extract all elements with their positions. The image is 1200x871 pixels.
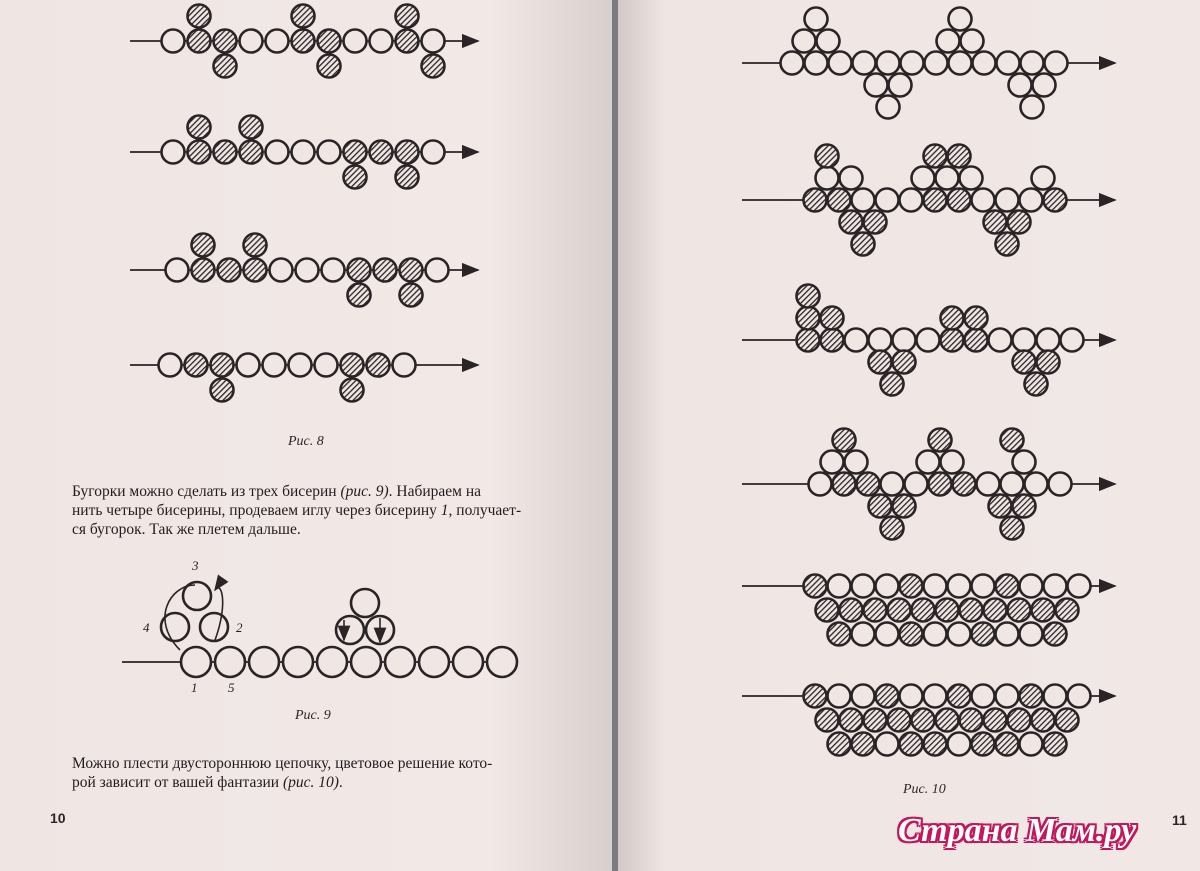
- bead-dark: [972, 733, 995, 756]
- paragraph-bumps: [72, 482, 580, 539]
- text-span: нить четыре бисерины, продеваем иглу через бисерину: [72, 502, 441, 519]
- bead-dark: [984, 599, 1007, 622]
- bead-light: [805, 52, 828, 75]
- bead-dark: [948, 189, 971, 212]
- bead-light: [876, 623, 899, 646]
- bead-dark: [936, 709, 959, 732]
- bead-light: [1021, 96, 1044, 119]
- bead-light: [996, 623, 1019, 646]
- bead-dark: [828, 189, 851, 212]
- bead-dark: [1032, 599, 1055, 622]
- bead-light: [1049, 473, 1072, 496]
- bead-light: [828, 685, 851, 708]
- bead-light: [852, 685, 875, 708]
- bead-dark: [888, 599, 911, 622]
- bead-dark: [1044, 733, 1067, 756]
- bead-light: [948, 733, 971, 756]
- bead-light: [793, 30, 816, 53]
- site-watermark-logo: Страна Мам.ру: [898, 812, 1137, 849]
- text-span: Бугорки можно сделать из трех бисерин: [72, 483, 341, 500]
- figure-10-caption: Рис. 10: [903, 782, 946, 797]
- bead-light: [925, 52, 948, 75]
- bead-light: [840, 167, 863, 190]
- bead-dark: [960, 709, 983, 732]
- bead-dark: [881, 373, 904, 396]
- page-number-left: 10: [50, 810, 66, 826]
- bead-dark: [953, 473, 976, 496]
- bead-dark: [869, 351, 892, 374]
- bead-light: [1009, 74, 1032, 97]
- step-label-4: 4: [143, 620, 150, 635]
- bead-dark: [797, 307, 820, 330]
- bead-light: [893, 329, 916, 352]
- bead-dark: [852, 233, 875, 256]
- bead-dark: [924, 733, 947, 756]
- bead-light: [961, 30, 984, 53]
- bead-dark: [857, 473, 880, 496]
- bead-dark: [864, 599, 887, 622]
- bead-dark: [1025, 373, 1048, 396]
- bead-light: [781, 52, 804, 75]
- bead-dark: [941, 329, 964, 352]
- bead-dark: [1056, 709, 1079, 732]
- figure-ref: (рис. 9): [340, 483, 389, 500]
- bead-light: [852, 575, 875, 598]
- bead-light: [1044, 575, 1067, 598]
- bead-dark: [996, 575, 1019, 598]
- bead-dark: [965, 329, 988, 352]
- bead-light: [817, 30, 840, 53]
- bead-dark: [996, 233, 1019, 256]
- bead-dark: [1037, 351, 1060, 374]
- step-label-5: 5: [228, 680, 235, 695]
- bead-dark: [816, 599, 839, 622]
- bead-dark: [833, 429, 856, 452]
- bead-light: [845, 451, 868, 474]
- bead-light: [1013, 329, 1036, 352]
- bead-ref: 1: [440, 502, 449, 519]
- bead-dark: [1013, 495, 1036, 518]
- bead-dark: [900, 575, 923, 598]
- bead-dark: [840, 599, 863, 622]
- bead-light: [996, 685, 1019, 708]
- bead-dark: [1032, 709, 1055, 732]
- bead-dark: [965, 307, 988, 330]
- bead-light: [973, 52, 996, 75]
- bead-light: [1025, 473, 1048, 496]
- bead-light: [972, 685, 995, 708]
- bead-light: [977, 473, 1000, 496]
- bead-light: [996, 189, 1019, 212]
- bead-dark: [797, 285, 820, 308]
- bead-light: [1020, 623, 1043, 646]
- bead-dark: [941, 307, 964, 330]
- bead-light: [876, 575, 899, 598]
- bead-light: [1021, 52, 1044, 75]
- bead-dark: [929, 429, 952, 452]
- bead-light: [1032, 167, 1055, 190]
- bead-dark: [852, 733, 875, 756]
- bead-dark: [821, 307, 844, 330]
- bead-light: [905, 473, 928, 496]
- bead-light: [829, 52, 852, 75]
- figure-9-caption: Рис. 9: [295, 708, 331, 723]
- bead-light: [877, 52, 900, 75]
- bead-light: [924, 575, 947, 598]
- bead-light: [816, 167, 839, 190]
- paragraph-bumps-line-3: ся бугорок. Так же плетем дальше.: [72, 521, 301, 538]
- bead-dark: [948, 685, 971, 708]
- bead-light: [1045, 52, 1068, 75]
- text-span: рой зависит от вашей фантазии: [72, 774, 283, 791]
- bead-light: [869, 329, 892, 352]
- bead-dark: [876, 685, 899, 708]
- bead-dark: [912, 709, 935, 732]
- bead-dark: [1001, 429, 1024, 452]
- text-span: . Набираем на: [388, 483, 482, 500]
- bead-light: [941, 451, 964, 474]
- paragraph-double-chain-line-2: [72, 773, 580, 792]
- bead-dark: [996, 733, 1019, 756]
- text-span: , получает-: [448, 502, 522, 519]
- bead-light: [997, 52, 1020, 75]
- page-number-right: 11: [1172, 812, 1187, 828]
- bead-dark: [1008, 211, 1031, 234]
- bead-dark: [881, 517, 904, 540]
- bead-dark: [1008, 599, 1031, 622]
- bead-dark: [828, 623, 851, 646]
- bead-dark: [833, 473, 856, 496]
- bead-light: [972, 575, 995, 598]
- bead-light: [821, 451, 844, 474]
- bead-light: [924, 685, 947, 708]
- bead-dark: [893, 495, 916, 518]
- step-label-2: 2: [236, 620, 243, 635]
- bead-dark: [1020, 685, 1043, 708]
- bead-light: [949, 8, 972, 31]
- step-label-3: 3: [192, 558, 199, 573]
- paragraph-bumps-line-1: [72, 482, 580, 501]
- bead-light: [989, 329, 1012, 352]
- bead-dark: [1044, 189, 1067, 212]
- bead-dark: [900, 733, 923, 756]
- bead-dark: [1056, 599, 1079, 622]
- bead-light: [948, 575, 971, 598]
- bead-light: [1020, 733, 1043, 756]
- bead-light: [900, 685, 923, 708]
- bead-dark: [816, 709, 839, 732]
- bead-dark: [864, 709, 887, 732]
- bead-dark: [984, 709, 1007, 732]
- bead-light: [912, 167, 935, 190]
- bead-light: [1020, 575, 1043, 598]
- bead-dark: [888, 709, 911, 732]
- bead-dark: [869, 495, 892, 518]
- bead-light: [960, 167, 983, 190]
- bead-light: [1068, 685, 1091, 708]
- bead-dark: [984, 211, 1007, 234]
- bead-light: [937, 30, 960, 53]
- bead-light: [936, 167, 959, 190]
- bead-dark: [840, 709, 863, 732]
- paragraph-double-chain: [72, 754, 580, 792]
- bead-light: [805, 8, 828, 31]
- bead-dark: [924, 145, 947, 168]
- bead-light: [852, 623, 875, 646]
- bead-light: [881, 473, 904, 496]
- text-span: .: [338, 774, 343, 791]
- bead-dark: [1013, 351, 1036, 374]
- bead-dark: [804, 189, 827, 212]
- bead-dark: [1008, 709, 1031, 732]
- bead-dark: [924, 189, 947, 212]
- bead-light: [828, 575, 851, 598]
- bead-light: [1001, 473, 1024, 496]
- bead-light: [889, 74, 912, 97]
- bead-dark: [797, 329, 820, 352]
- bead-light: [972, 189, 995, 212]
- bead-light: [917, 329, 940, 352]
- bead-light: [1044, 685, 1067, 708]
- bead-dark: [929, 473, 952, 496]
- figure-8-caption: Рис. 8: [288, 434, 324, 449]
- bead-light: [852, 189, 875, 212]
- bead-dark: [960, 599, 983, 622]
- bead-light: [845, 329, 868, 352]
- paragraph-bumps-line-2: [72, 501, 580, 520]
- bead-dark: [893, 351, 916, 374]
- bead-light: [876, 733, 899, 756]
- bead-dark: [1001, 517, 1024, 540]
- bead-dark: [912, 599, 935, 622]
- bead-light: [901, 52, 924, 75]
- step-label-1: 1: [191, 680, 198, 695]
- bead-light: [1013, 451, 1036, 474]
- bead-light: [809, 473, 832, 496]
- bead-dark: [804, 685, 827, 708]
- bead-light: [1037, 329, 1060, 352]
- bead-light: [949, 52, 972, 75]
- bead-dark: [936, 599, 959, 622]
- bead-light: [924, 623, 947, 646]
- bead-light: [948, 623, 971, 646]
- bead-dark: [816, 145, 839, 168]
- bead-dark: [948, 145, 971, 168]
- bead-dark: [900, 623, 923, 646]
- bead-dark: [804, 575, 827, 598]
- bead-light: [865, 74, 888, 97]
- bead-dark: [828, 733, 851, 756]
- figure-ref: (рис. 10): [282, 774, 339, 791]
- bead-light: [1061, 329, 1084, 352]
- paragraph-double-chain-line-1: Можно плести двустороннюю цепочку, цветовое решение кото-: [72, 755, 493, 772]
- bead-light: [853, 52, 876, 75]
- bead-dark: [1044, 623, 1067, 646]
- bead-dark: [840, 211, 863, 234]
- bead-light: [900, 189, 923, 212]
- bead-light: [917, 451, 940, 474]
- bead-light: [1020, 189, 1043, 212]
- bead-dark: [821, 329, 844, 352]
- bead-dark: [864, 211, 887, 234]
- bead-light: [877, 96, 900, 119]
- bead-light: [1068, 575, 1091, 598]
- bead-dark: [972, 623, 995, 646]
- bead-dark: [989, 495, 1012, 518]
- bead-light: [1033, 74, 1056, 97]
- bead-light: [876, 189, 899, 212]
